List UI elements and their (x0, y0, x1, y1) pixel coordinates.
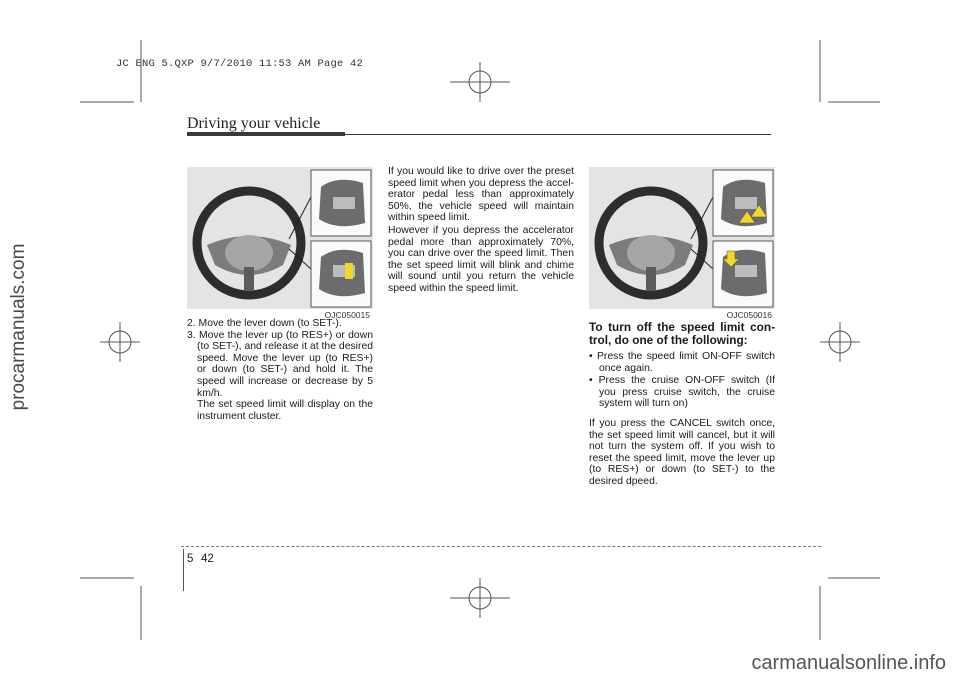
bullet-item: • Press the cruise ON-OFF switch (If you press cruise switch, the cruise system will turn on) (589, 375, 775, 410)
note-paragraph: The set speed limit will display on the instrument cluster. (197, 399, 373, 422)
column-3-text (589, 321, 775, 489)
figure-code: OJC050016 (726, 310, 772, 320)
footer-dashed-rule (181, 546, 821, 547)
section-number: 5 (187, 553, 194, 565)
footer-watermark: carmanualsonline.info (751, 652, 946, 674)
section-header-title: Driving your vehicle (187, 115, 321, 132)
paragraph: However if you depress the accelerator pedal more than approximately 70%, you can drive over the speed limit. Then the set speed limit will blink and chime will sound until you return the vehicle speed within the speed limit. (388, 224, 574, 294)
steering-wheel-figure-1 (187, 167, 373, 320)
subheading: To turn off the speed limit con-trol, do one of the following: (589, 320, 775, 347)
page-number: 42 (201, 553, 214, 565)
steering-wheel-illustration (187, 167, 373, 309)
header-rule-thin (345, 134, 771, 135)
steering-wheel-figure-2 (589, 167, 775, 320)
print-slug: JC ENG 5.QXP 9/7/2010 11:53 AM Page 42 (116, 58, 364, 70)
steering-wheel-illustration (589, 167, 775, 309)
figure-code: OJC050015 (324, 310, 370, 320)
step-item: 2. Move the lever down (to SET-). (187, 318, 342, 329)
side-watermark: procarmanuals.com (8, 243, 29, 411)
paragraph: If you would like to drive over the preset speed limit when you depress the accel-erator pedal less than approximately 50%, the vehicle speed will maintain within speed limit. (388, 166, 574, 224)
paragraph: If you press the CANCEL switch once, the set speed limit will cancel, but it will not turn the system off. If you wish to reset the speed limit, move the lever up (to RES+) or down (to SET-) to the desired dpeed. (589, 417, 775, 487)
column-1-text (187, 318, 373, 423)
column-2-text (388, 166, 574, 296)
footer-divider (183, 549, 184, 591)
header-rule-thick (187, 132, 345, 136)
step-item: 3. Move the lever up (to RES+) or down (to SET-), and release it at the desired speed. Move the lever up (to RES+) or down (to SET-) and hold it. The speed will increase or decrease by 5 km/h. (187, 329, 373, 399)
bullet-item: • Press the speed limit ON-OFF switch once again. (589, 351, 775, 374)
